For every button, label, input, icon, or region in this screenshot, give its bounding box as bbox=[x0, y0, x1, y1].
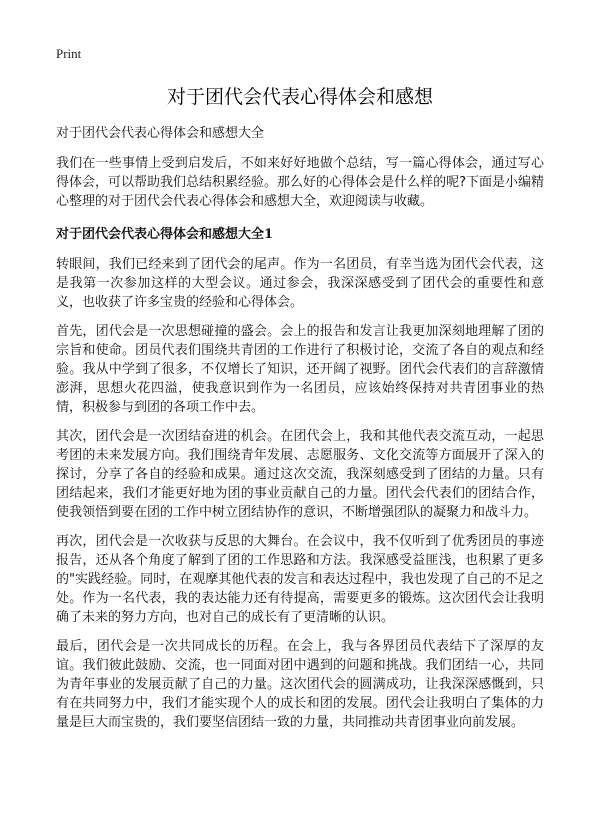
section-heading: 对于团代会代表心得体会和感想大全1 bbox=[56, 227, 274, 242]
page-title: 对于团代会代表心得体会和感想 bbox=[166, 86, 433, 108]
body-paragraph-2: 首先，团代会是一次思想碰撞的盛会。会上的报告和发言让我更加深刻地理解了团的宗旨和使命。团员代表们围绕共青团的工作进行了积极讨论，交流了各自的观点和经验。我从中学到了很多，不仅增长了知识，还开阔了视野。团代会代表们的言辞激情澎湃，思想火花四溢，使我意识到作为一名团员，应该始终保持对共青团事业的热情，积极参与到团的各项工作中去。 bbox=[56, 324, 544, 415]
body-paragraph-5: 最后，团代会是一次共同成长的历程。在会上，我与各界团员代表结下了深厚的友谊。我们彼此鼓励、交流，也一同面对团中遇到的问题和挑战。我们团结一心，共同为青年事业的发展贡献了自己的力量。这次团代会的圆满成功，让我深深感慨到，只有在共同努力中，我们才能实现个人的成长和团的发展。团代会让我明白了集体的力量是巨大而宝贵的，我们要坚信团结一致的力量，共同推动共青团事业向前发展。 bbox=[56, 639, 544, 730]
body-paragraph-3: 其次，团代会是一次团结奋进的机会。在团代会上，我和其他代表交流互动，一起思考团的未来发展方向。我们围绕青年发展、志愿服务、文化交流等方面展开了深入的探讨，分享了各自的经验和成果。通过这次交流，我深刻感受到了团结的力量。只有团结起来，我们才能更好地为团的事业贡献自己的力量。团代会代表们的团结合作，使我领悟到要在团的工作中树立团结协作的意识，不断增强团队的凝聚力和战斗力。 bbox=[56, 429, 544, 520]
intro-paragraph: 我们在一些事情上受到启发后，不如来好好地做个总结，写一篇心得体会，通过写心得体会，可以帮助我们总结积累经验。那么好的心得体会是什么样的呢?下面是小编精心整理的对于团代会代表心得体会和感想大全，欢迎阅读与收藏。 bbox=[56, 156, 544, 209]
body-paragraph-1: 转眼间，我们已经来到了团代会的尾声。作为一名团员，有幸当选为团代会代表，这是我第一次参加这样的大型会议。通过参会，我深深感受到了团代会的重要性和意义，也收获了许多宝贵的经验和心得体会。 bbox=[56, 257, 544, 310]
body-paragraph-4: 再次，团代会是一次收获与反思的大舞台。在会议中，我不仅听到了优秀团员的事迹报告，还从各个角度了解到了团的工作思路和方法。我深感受益匪浅，也积累了更多的"实践经验。同时，在观摩其他代表的发言和表达过程中，我也发现了自己的不足之处。作为一名代表，我的表达能力还有待提高，需要更多的锻炼。这次团代会让我明确了未来的努力方向，也对自己的成长有了更清晰的认识。 bbox=[56, 534, 544, 625]
print-link[interactable]: Print bbox=[56, 46, 82, 61]
article-subtitle: 对于团代会代表心得体会和感想大全 bbox=[56, 126, 265, 141]
